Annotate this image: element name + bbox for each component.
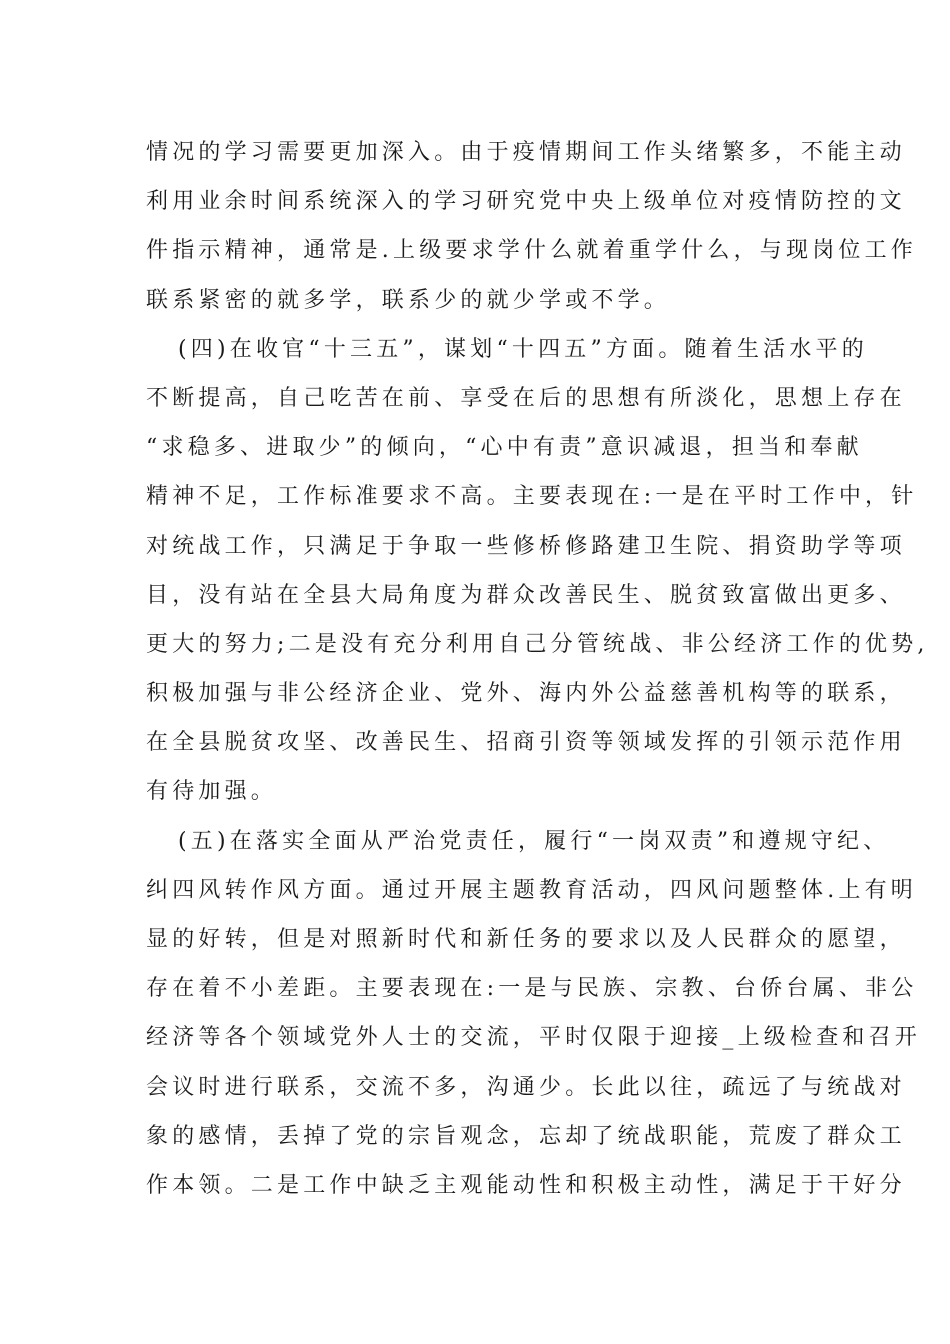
text-line: 有待加强。 [146, 779, 278, 805]
text-line: 目，没有站在全县大局角度为群众改善民生、脱贫致富做出更多、 [146, 582, 906, 608]
paragraph-heading-4: (四)在收官“十三五”，谋划“十四五”方面。随着生活水平的 [178, 336, 868, 362]
text-line: 精神不足，工作标准要求不高。主要表现在:一是在平时工作中，针 [146, 484, 918, 510]
text-line: 经济等各个领域党外人士的交流，平时仅限于迎接_上级检查和召开 [146, 1025, 922, 1051]
text-line: 在全县脱贫攻坚、改善民生、招商引资等领域发挥的引领示范作用 [146, 730, 906, 756]
text-line: 象的感情，丢掉了党的宗旨观念，忘却了统战职能，荒废了群众工 [146, 1123, 906, 1149]
text-line: 件指示精神，通常是.上级要求学什么就着重学什么，与现岗位工作 [146, 238, 917, 264]
text-line: 联系紧密的就多学，联系少的就少学或不学。 [146, 287, 671, 313]
text-line: 积极加强与非公经济企业、党外、海内外公益慈善机构等的联系， [146, 681, 906, 707]
text-line: 纠四风转作风方面。通过开展主题教育活动，四风问题整体.上有明 [146, 877, 917, 903]
text-line: 存在着不小差距。主要表现在:一是与民族、宗教、台侨台属、非公 [146, 976, 918, 1002]
text-line: 不断提高，自己吃苦在前、享受在后的思想有所淡化，思想上存在 [146, 385, 906, 411]
text-line: 对统战工作，只满足于争取一些修桥修路建卫生院、捐资助学等项 [146, 533, 906, 559]
body-text [146, 128, 929, 1210]
text-line: “求稳多、进取少”的倾向，“心中有责”意识减退，担当和奉献 [146, 435, 863, 461]
paragraph-heading-5: (五)在落实全面从严治党责任，履行“一岗双责”和遵规守纪、 [178, 828, 890, 854]
text-line: 情况的学习需要更加深入。由于疫情期间工作头绪繁多，不能主动 [146, 140, 906, 165]
text-line: 更大的努力;二是没有充分利用自己分管统战、非公经济工作的优势, [146, 631, 929, 657]
text-line: 作本领。二是工作中缺乏主观能动性和积极主动性，满足于干好分 [146, 1172, 906, 1198]
text-line: 会议时进行联系，交流不多，沟通少。长此以往，疏远了与统战对 [146, 1074, 906, 1100]
text-line: 利用业余时间系统深入的学习研究党中央上级单位对疫情防控的文 [146, 189, 906, 215]
text-line: 显的好转，但是对照新时代和新任务的要求以及人民群众的愿望， [146, 927, 906, 952]
